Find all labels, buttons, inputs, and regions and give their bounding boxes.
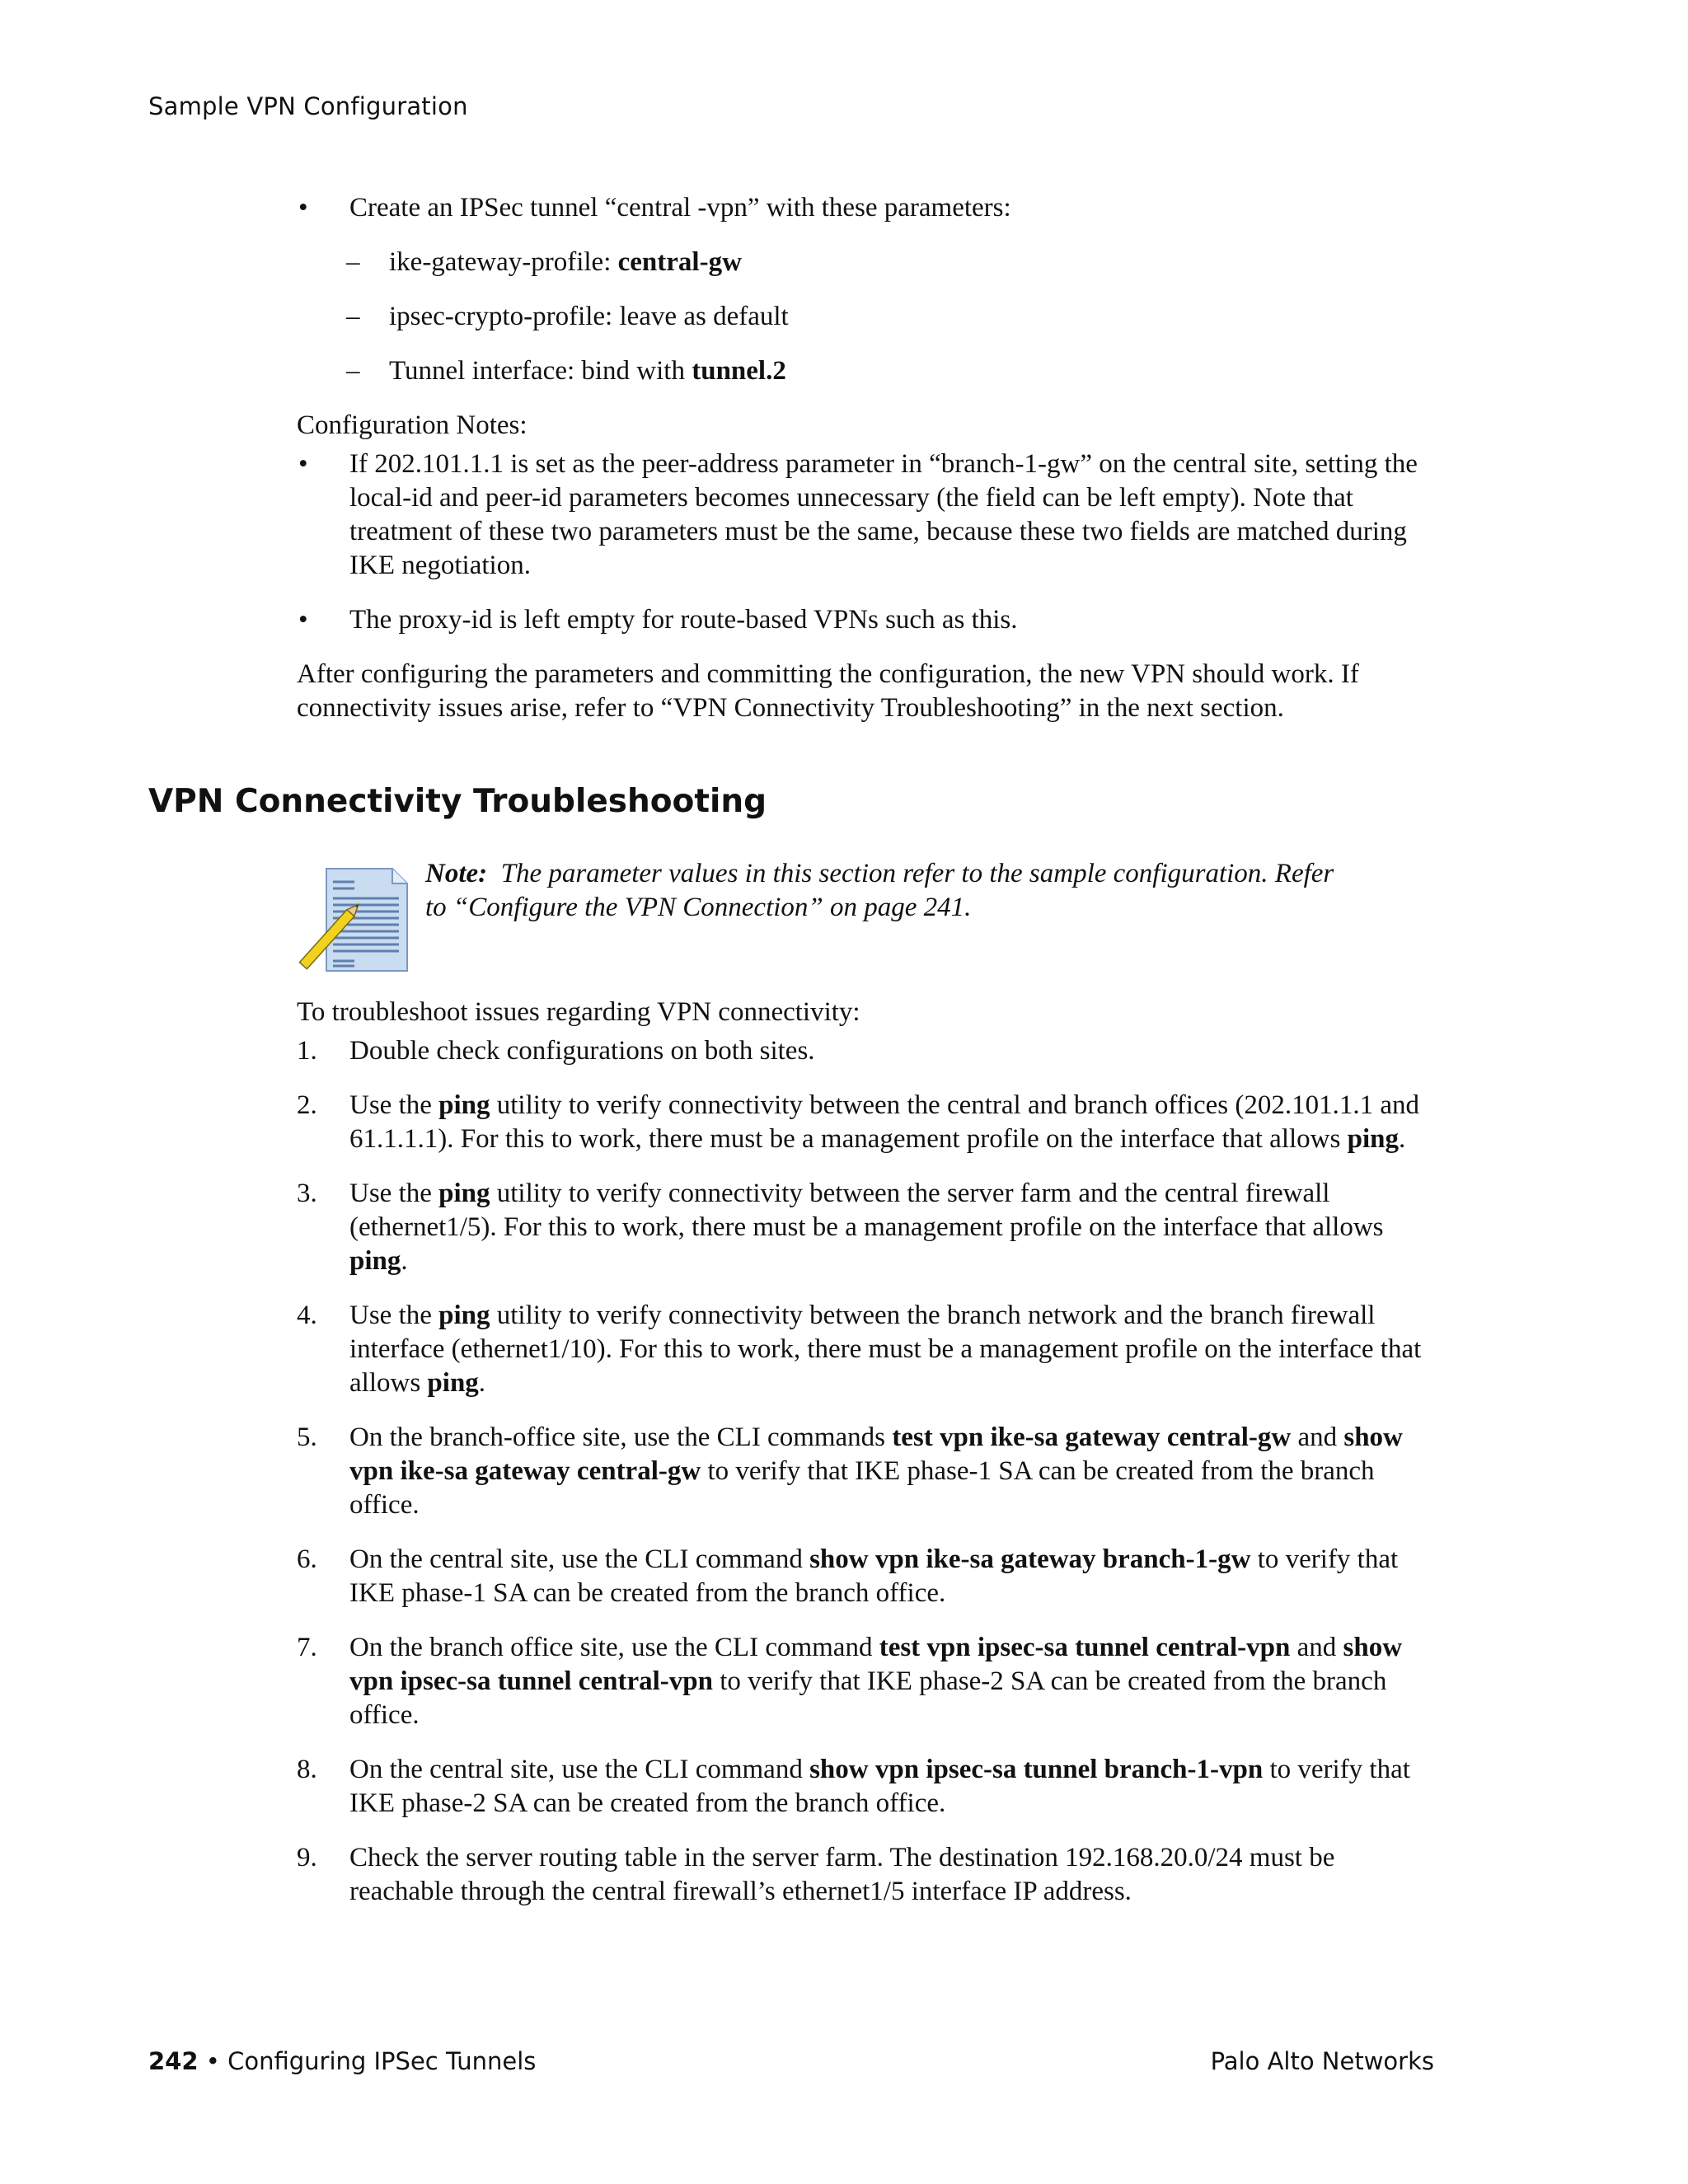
step-item — [297, 1841, 1434, 1909]
step-text-run: On the central site, use the CLI command — [349, 1544, 810, 1574]
command-text: show vpn ike-sa gateway branch-1-gw — [809, 1544, 1251, 1574]
step-text — [349, 1843, 1334, 1906]
step-item — [297, 1631, 1434, 1732]
step-text-run: On the branch office site, use the CLI command — [349, 1633, 879, 1662]
step-number: 8. — [297, 1755, 317, 1784]
step-number: 6. — [297, 1544, 317, 1574]
note-bullet-text: The proxy-id is left empty for route-based VPNs such as this. — [349, 605, 1018, 635]
command-text: ping — [1347, 1124, 1399, 1154]
param-label: Tunnel interface: bind with — [389, 356, 692, 386]
note-bullet — [297, 448, 1434, 583]
note-text — [425, 857, 1348, 925]
step-text-run: On the central site, use the CLI command — [349, 1755, 810, 1784]
bullet-text: Create an IPSec tunnel “central -vpn” with these parameters: — [349, 193, 1011, 223]
step-text-run: to verify that IKE phase-2 SA can be created from the branch office. — [349, 1666, 1387, 1730]
steps-lead: To troubleshoot issues regarding VPN connectivity: — [297, 997, 860, 1027]
step-text — [349, 1036, 815, 1066]
command-text: ping — [427, 1368, 479, 1398]
bullet-glyph: • — [298, 605, 308, 635]
note-callout — [297, 857, 1434, 972]
step-text — [349, 1544, 1398, 1608]
step-number: 3. — [297, 1179, 317, 1208]
step-number: 5. — [297, 1422, 317, 1452]
command-text: ping — [438, 1301, 490, 1330]
step-text-run: . — [401, 1246, 408, 1276]
footer-left — [148, 2047, 536, 2075]
step-text-run: Check the server routing table in the server farm. The destination 192.168.20.0/24 must be reachable through the central firewall’s ethernet1/5 interface IP address. — [349, 1843, 1335, 1906]
note-bullet-text: If 202.101.1.1 is set as the peer-address parameter in “branch-1-gw” on the central site, setting the local-id and peer-id parameters becomes unnecessary (the field can be left empty). Note that treatment of these two parameters must be the same, because these two fields are matched during IKE negotiation. — [349, 449, 1418, 580]
param-item — [297, 300, 1434, 334]
step-text-run: Use the — [349, 1179, 439, 1208]
command-text: ping — [438, 1179, 490, 1208]
note-body: The parameter values in this section refer to the sample configuration. Refer to “Configure the VPN Connection” on page 241. — [425, 859, 1334, 922]
dash-glyph: – — [346, 356, 360, 386]
step-number: 9. — [297, 1843, 317, 1872]
param-item — [297, 246, 1434, 279]
param-label: ike-gateway-profile: — [389, 247, 618, 277]
step-text-run: to verify that IKE phase-2 SA can be created from the branch office. — [349, 1755, 1410, 1818]
closing-paragraph: After configuring the parameters and committing the configuration, the new VPN should work. If connectivity issues arise, refer to “VPN Connectivity Troubleshooting” in the next section. — [297, 659, 1359, 723]
running-header: Sample VPN Configuration — [148, 92, 468, 120]
command-text: show vpn ike-sa gateway central-gw — [349, 1422, 1403, 1486]
command-text: test vpn ipsec-sa tunnel central-vpn — [879, 1633, 1291, 1662]
step-text — [349, 1179, 1384, 1276]
bullet-item — [297, 191, 1434, 225]
step-item — [297, 1299, 1434, 1400]
step-item — [297, 1089, 1434, 1156]
step-item — [297, 1753, 1434, 1821]
bullet-glyph: • — [298, 449, 308, 479]
section-heading: VPN Connectivity Troubleshooting — [148, 783, 767, 820]
step-text-run: utility to verify connectivity between the central and branch offices (202.101.1.1 and 61.1.1.1). For this to work, there must be a management profile on the interface that allows — [349, 1090, 1419, 1154]
step-item — [297, 1034, 1434, 1068]
step-text-run: Use the — [349, 1301, 439, 1330]
step-text — [349, 1755, 1410, 1818]
param-item — [297, 354, 1434, 388]
notes-heading: Configuration Notes: — [297, 410, 528, 440]
dash-glyph: – — [346, 247, 360, 277]
param-label: ipsec-crypto-profile: leave as default — [389, 302, 789, 331]
step-text-run: to verify that IKE phase-1 SA can be created from the branch office. — [349, 1456, 1375, 1520]
note-bullet — [297, 603, 1434, 637]
step-number: 4. — [297, 1301, 317, 1330]
command-text: show vpn ipsec-sa tunnel branch-1-vpn — [809, 1755, 1264, 1784]
step-text-run: . — [1398, 1124, 1406, 1154]
step-list — [297, 1034, 1434, 1909]
step-text-run: utility to verify connectivity between the server farm and the central firewall (ethernet1/5). For this to work, there must be a management profile on the interface that allows — [349, 1179, 1384, 1242]
dash-glyph: – — [346, 302, 360, 331]
note-pencil-icon — [297, 865, 412, 974]
step-item — [297, 1421, 1434, 1522]
chapter-title: Configuring IPSec Tunnels — [227, 2047, 537, 2075]
intro-content — [297, 191, 1434, 725]
step-text-run: On the branch-office site, use the CLI commands — [349, 1422, 893, 1452]
param-value: tunnel.2 — [692, 356, 786, 386]
step-item — [297, 1177, 1434, 1278]
step-text — [349, 1301, 1421, 1398]
command-text: show vpn ipsec-sa tunnel central-vpn — [349, 1633, 1403, 1696]
step-text-run: utility to verify connectivity between the branch network and the branch firewall interface (ethernet1/10). For this to work, there must be a management profile on the interface that allows — [349, 1301, 1422, 1398]
step-text-run: to verify that IKE phase-1 SA can be created from the branch office. — [349, 1544, 1399, 1608]
param-value: central-gw — [617, 247, 742, 277]
footer-company: Palo Alto Networks — [1210, 2047, 1434, 2075]
bullet-glyph: • — [298, 193, 308, 223]
step-text-run: Double check configurations on both sites. — [349, 1036, 815, 1066]
step-number: 7. — [297, 1633, 317, 1662]
command-text: test vpn ike-sa gateway central-gw — [892, 1422, 1292, 1452]
step-text — [349, 1090, 1419, 1154]
step-text — [349, 1422, 1403, 1520]
step-number: 2. — [297, 1090, 317, 1120]
step-item — [297, 1543, 1434, 1610]
troubleshooting-steps — [297, 996, 1434, 1909]
footer-separator: • — [198, 2047, 228, 2075]
command-text: ping — [349, 1246, 401, 1276]
step-text — [349, 1633, 1402, 1730]
page-number: 242 — [148, 2047, 199, 2075]
step-text-run: and — [1290, 1633, 1343, 1662]
step-text-run: and — [1291, 1422, 1344, 1452]
step-text-run: . — [478, 1368, 486, 1398]
command-text: ping — [438, 1090, 490, 1120]
note-label: Note: — [425, 859, 488, 888]
step-text-run: Use the — [349, 1090, 439, 1120]
step-number: 1. — [297, 1036, 317, 1066]
